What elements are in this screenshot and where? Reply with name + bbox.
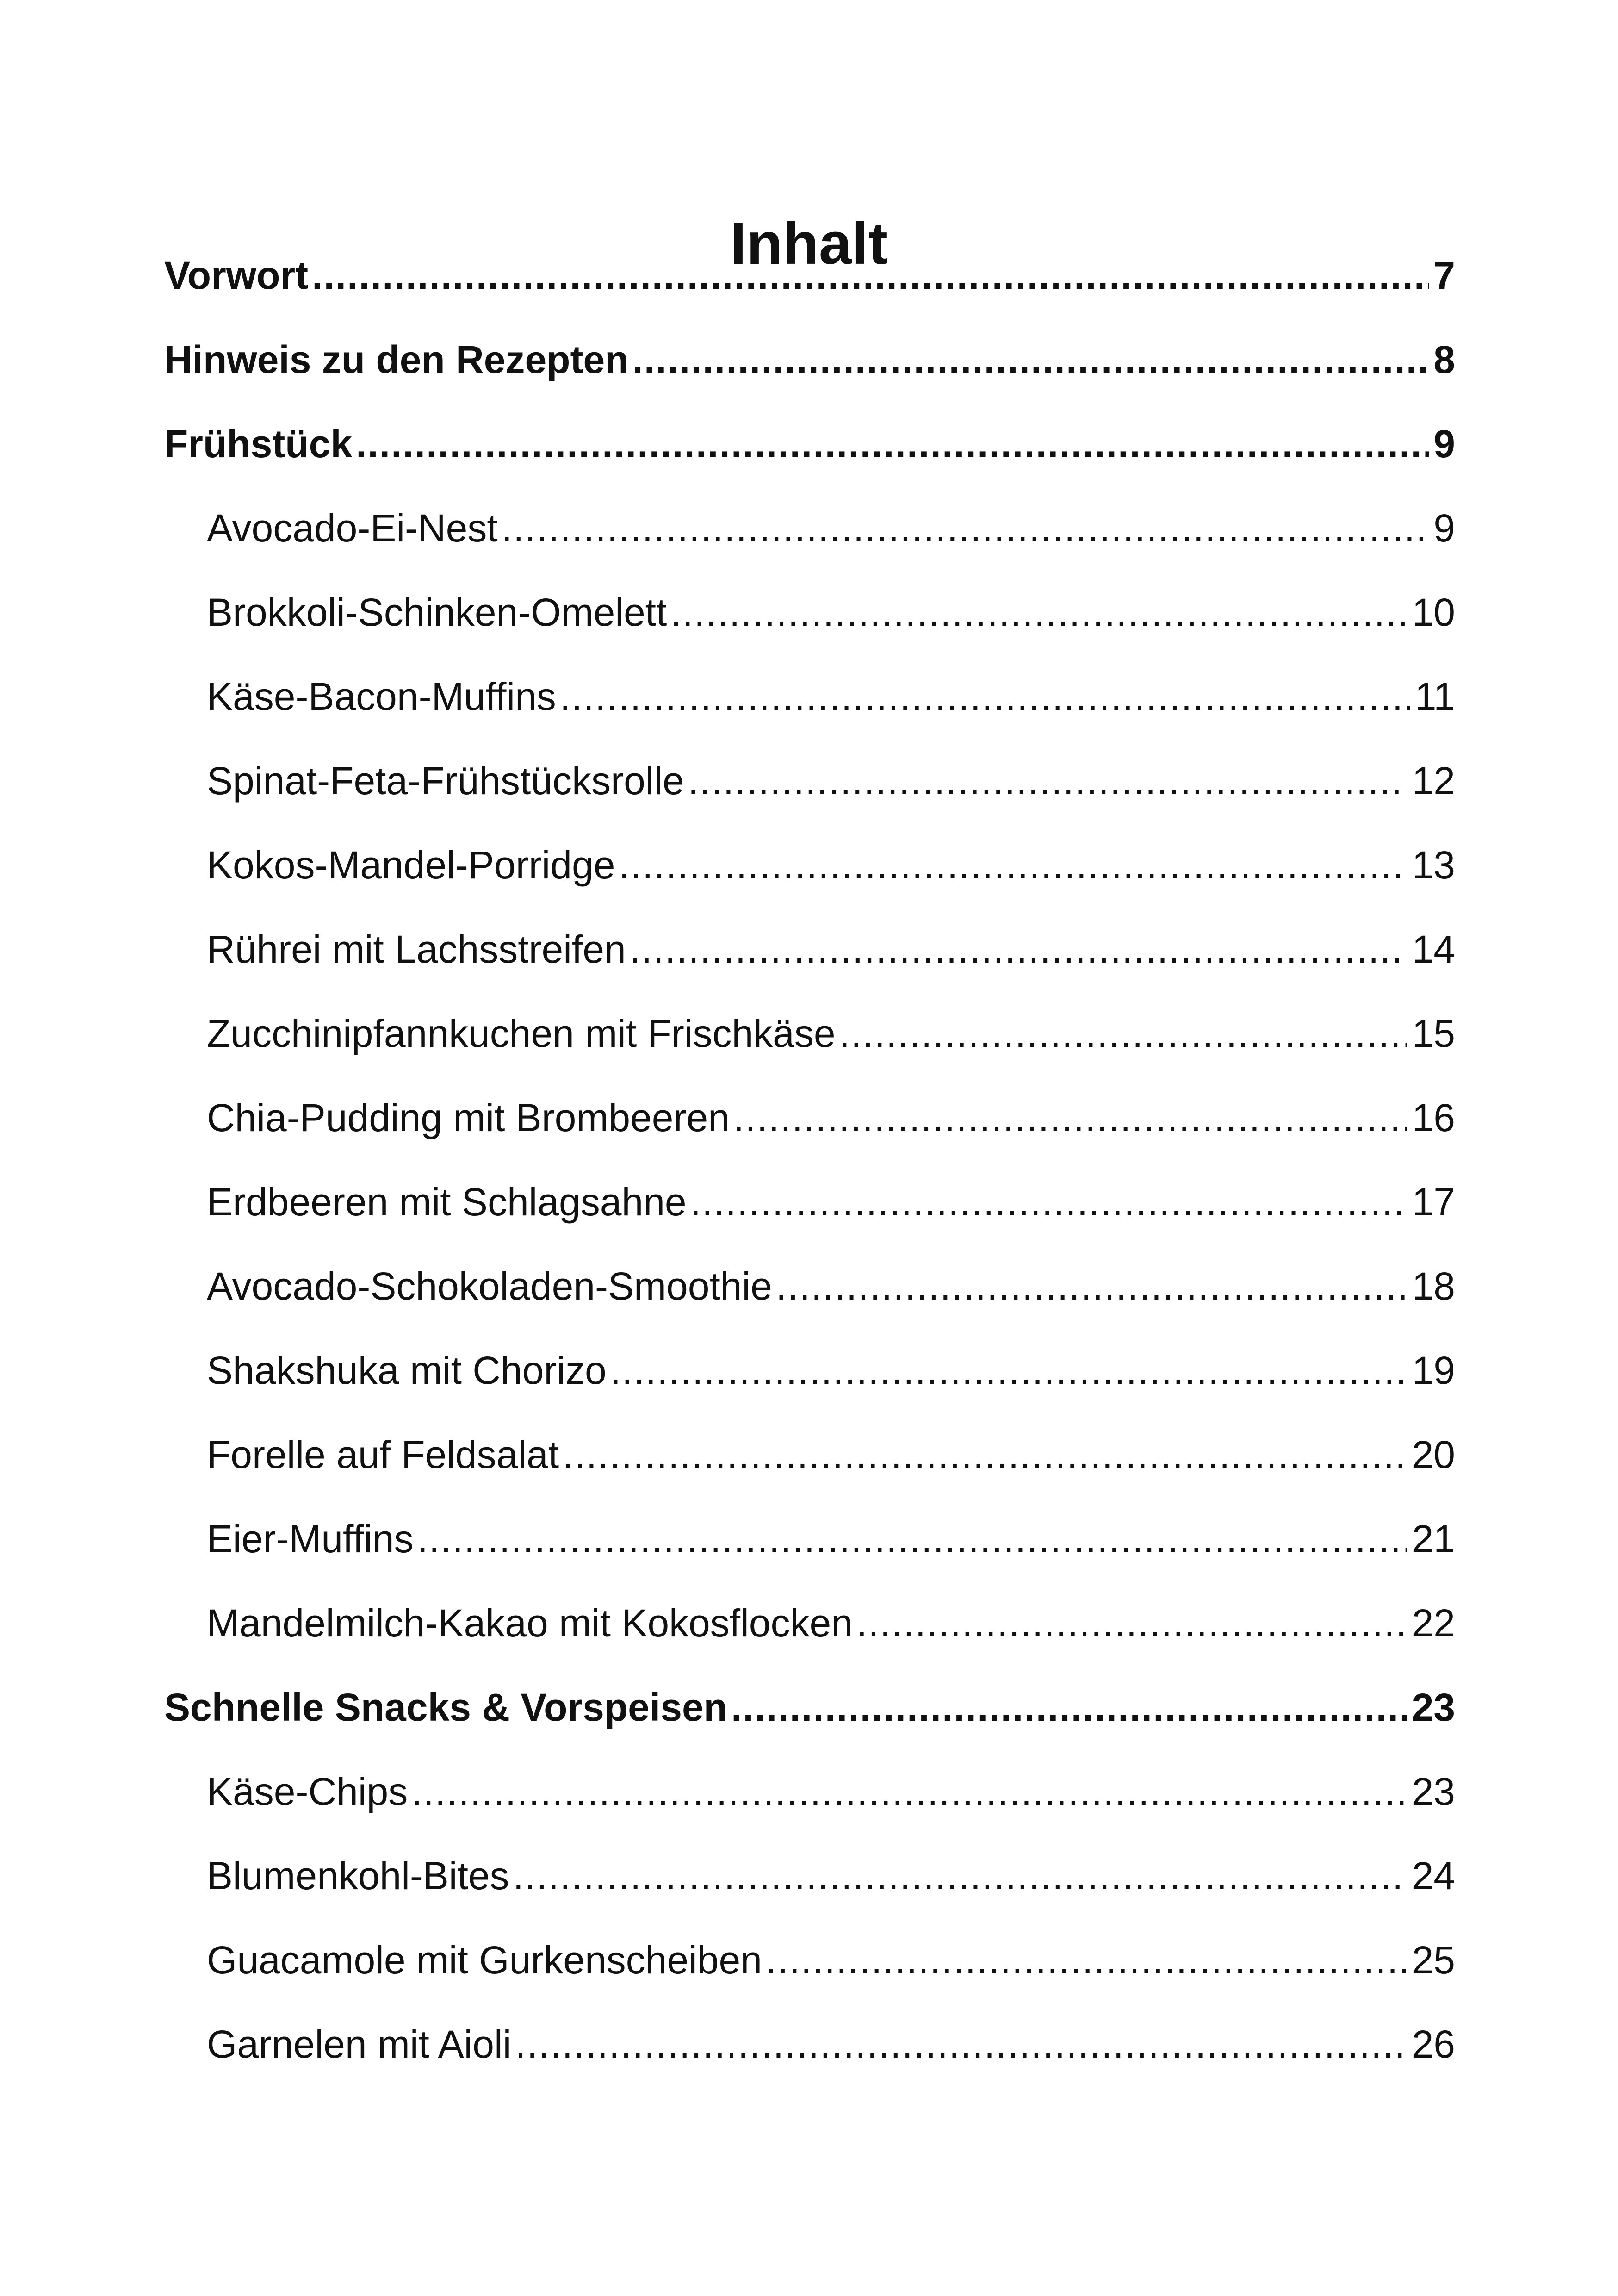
toc-chapter-entry[interactable]: [164, 418, 1455, 469]
toc-entry-page-number: 14: [1412, 927, 1455, 971]
toc-entry-page-number: 12: [1412, 759, 1455, 803]
dot-leader: [690, 1176, 1407, 1227]
toc-entry-page-number: 9: [1433, 422, 1455, 466]
toc-recipe-entry[interactable]: [207, 1598, 1455, 1649]
toc-entry-label: Vorwort: [164, 254, 309, 297]
toc-recipe-entry[interactable]: [207, 1850, 1455, 1901]
toc-entry-page-number: 21: [1412, 1517, 1455, 1561]
toc-entry-label: Kokos-Mandel-Porridge: [207, 843, 615, 887]
toc-recipe-entry[interactable]: [207, 1766, 1455, 1817]
toc-entry-page-number: 20: [1412, 1433, 1455, 1476]
toc-recipe-entry[interactable]: [207, 1261, 1455, 1312]
dot-leader: [670, 587, 1407, 638]
toc-entry-label: Hinweis zu den Rezepten: [164, 338, 629, 381]
toc-recipe-entry[interactable]: [207, 1176, 1455, 1227]
toc-entry-page-number: 25: [1412, 1938, 1455, 1982]
dot-leader: [839, 1008, 1407, 1059]
dot-leader: [856, 1598, 1407, 1649]
toc-entry-page-number: 23: [1412, 1686, 1455, 1729]
dot-leader: [688, 755, 1407, 806]
dot-leader: [610, 1345, 1407, 1396]
toc-recipe-entry[interactable]: [207, 587, 1455, 638]
dot-leader: [411, 1766, 1407, 1817]
toc-entry-label: Frühstück: [164, 422, 353, 466]
toc-recipe-entry[interactable]: [207, 1935, 1455, 1985]
toc-entry-label: Garnelen mit Aioli: [207, 2022, 512, 2066]
toc-entry-label: Rührei mit Lachsstreifen: [207, 927, 626, 971]
toc-entry-label: Käse-Chips: [207, 1770, 408, 1813]
toc-entry-page-number: 23: [1412, 1770, 1455, 1813]
toc-entry-page-number: 8: [1433, 338, 1455, 381]
toc-entry-page-number: 19: [1412, 1349, 1455, 1392]
toc-recipe-entry[interactable]: [207, 755, 1455, 806]
toc-entry-page-number: 24: [1412, 1854, 1455, 1898]
toc-entry-page-number: 13: [1412, 843, 1455, 887]
toc-entry-page-number: 15: [1412, 1012, 1455, 1055]
toc-entry-label: Eier-Muffins: [207, 1517, 414, 1561]
dot-leader: [563, 1429, 1407, 1480]
toc-recipe-entry[interactable]: [207, 840, 1455, 890]
toc-entry-label: Avocado-Schokoladen-Smoothie: [207, 1264, 772, 1308]
toc-recipe-entry[interactable]: [207, 1429, 1455, 1480]
toc-entry-page-number: 16: [1412, 1096, 1455, 1139]
dot-leader: [619, 840, 1407, 890]
toc-chapter-entry[interactable]: [164, 1682, 1455, 1733]
toc-chapter-entry[interactable]: [164, 250, 1455, 301]
toc-entry-label: Brokkoli-Schinken-Omelett: [207, 591, 667, 634]
dot-leader: [776, 1261, 1407, 1312]
toc-entry-page-number: 7: [1433, 254, 1455, 297]
toc-entry-label: Käse-Bacon-Muffins: [207, 675, 556, 718]
toc-entry-label: Shakshuka mit Chorizo: [207, 1349, 607, 1392]
toc-recipe-entry[interactable]: [207, 1345, 1455, 1396]
toc-entry-label: Mandelmilch-Kakao mit Kokosflocken: [207, 1601, 853, 1645]
toc-entry-page-number: 11: [1414, 675, 1455, 718]
toc-entry-label: Spinat-Feta-Frühstücksrolle: [207, 759, 684, 803]
dot-leader: [417, 1513, 1407, 1564]
dot-leader: [515, 2019, 1407, 2070]
dot-leader: [560, 671, 1410, 722]
dot-leader: [356, 418, 1429, 469]
dot-leader: [502, 503, 1429, 554]
toc-entry-label: Zucchinipfannkuchen mit Frischkäse: [207, 1012, 836, 1055]
toc-recipe-entry[interactable]: [207, 503, 1455, 554]
dot-leader: [632, 334, 1429, 385]
toc-chapter-entry[interactable]: [164, 334, 1455, 385]
toc-entry-label: Avocado-Ei-Nest: [207, 506, 498, 550]
page-title: Inhalt: [730, 210, 888, 277]
dot-leader: [312, 250, 1429, 301]
toc-entry-page-number: 9: [1433, 506, 1455, 550]
dot-leader: [766, 1935, 1407, 1985]
toc-entry-page-number: 17: [1412, 1180, 1455, 1224]
toc-recipe-entry[interactable]: [207, 2019, 1455, 2070]
toc-recipe-entry[interactable]: [207, 1513, 1455, 1564]
toc-entry-label: Forelle auf Feldsalat: [207, 1433, 559, 1476]
toc-recipe-entry[interactable]: [207, 924, 1455, 975]
toc-entry-label: Guacamole mit Gurkenscheiben: [207, 1938, 762, 1982]
dot-leader: [630, 924, 1407, 975]
toc-entry-page-number: 10: [1412, 591, 1455, 634]
toc-entry-label: Chia-Pudding mit Brombeeren: [207, 1096, 730, 1139]
dot-leader: [731, 1682, 1407, 1733]
toc-entry-page-number: 26: [1412, 2022, 1455, 2066]
toc-recipe-entry[interactable]: [207, 1092, 1455, 1143]
dot-leader: [513, 1850, 1407, 1901]
toc-entry-label: Blumenkohl-Bites: [207, 1854, 509, 1898]
dot-leader: [733, 1092, 1407, 1143]
toc-entry-page-number: 22: [1412, 1601, 1455, 1645]
toc-entry-label: Schnelle Snacks & Vorspeisen: [164, 1686, 727, 1729]
toc-entry-page-number: 18: [1412, 1264, 1455, 1308]
toc-recipe-entry[interactable]: [207, 1008, 1455, 1059]
toc-recipe-entry[interactable]: [207, 671, 1455, 722]
toc-entry-label: Erdbeeren mit Schlagsahne: [207, 1180, 687, 1224]
